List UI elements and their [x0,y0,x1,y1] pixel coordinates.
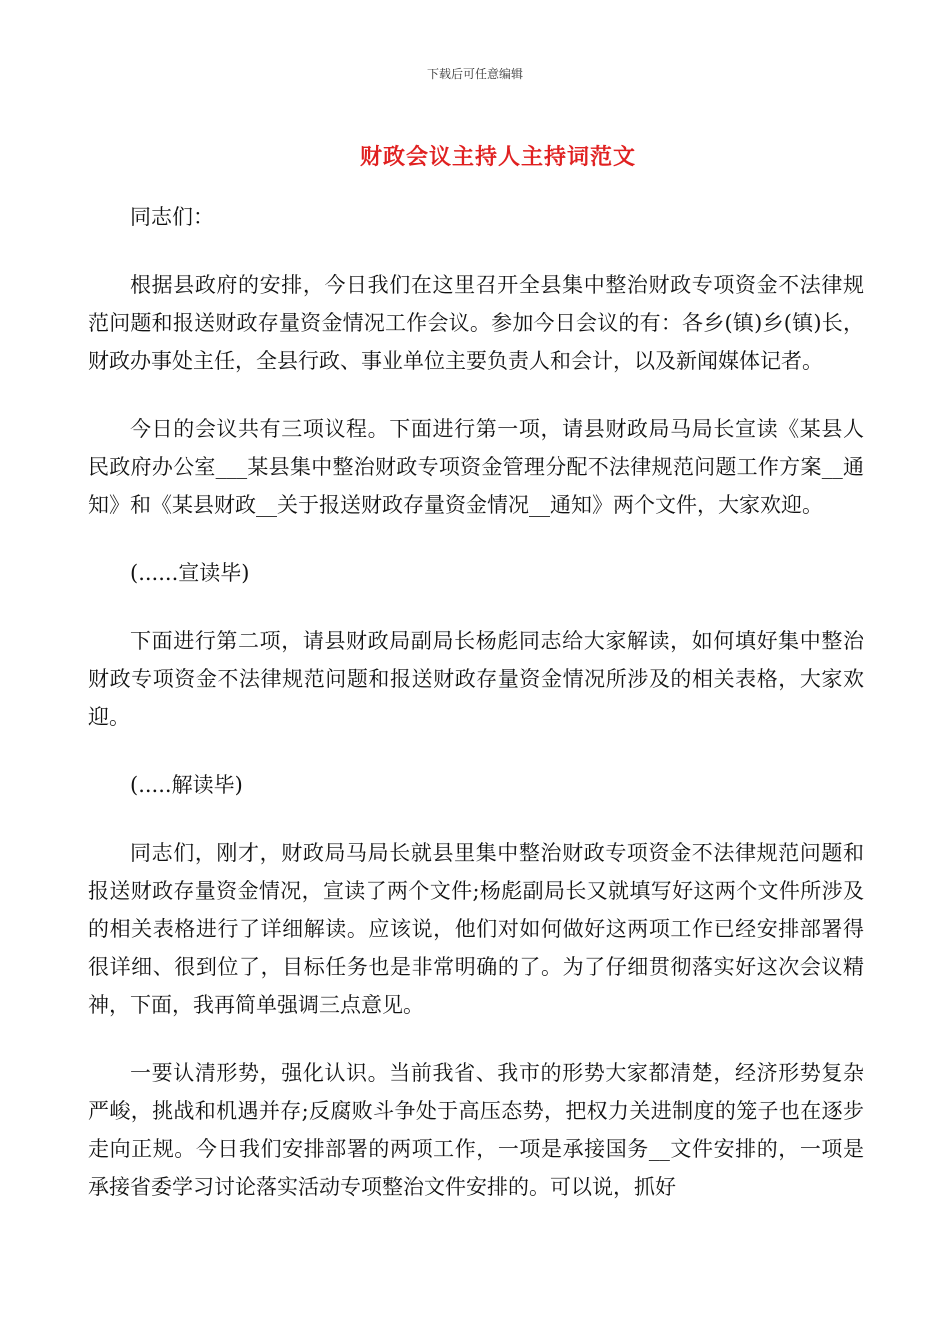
document-title: 财政会议主持人主持词范文 [359,144,636,170]
paragraph-agenda-item-one: 今日的会议共有三项议程。下面进行第一项，请县财政局马局长宣读《某县人民政府办公室___某县集中整治财政专项资金管理分配不法律规范问题工作方案__通知》和《某县财政__关于报送财政存量资金情况__通知》两个文件，大家欢迎。 [88,417,864,517]
paragraph-agenda-item-two: 下面进行第二项，请县财政局副局长杨彪同志给大家解读，如何填好集中整治财政专项资金不法律规范问题和报送财政存量资金情况所涉及的相关表格，大家欢迎。 [88,629,864,729]
paragraph-reading-done: (......宣读毕) [130,561,250,585]
paragraph-meeting-intro: 根据县政府的安排，今日我们在这里召开全县集中整治财政专项资金不法律规范问题和报送财政存量资金情况工作会议。参加今日会议的有：各乡(镇)乡(镇)长，财政办事处主任，全县行政、事业单位主要负责人和会计，以及新闻媒体记者。 [88,273,864,373]
paragraph-salutation: 同志们： [130,205,214,229]
paragraph-point-one: 一要认清形势，强化认识。当前我省、我市的形势大家都清楚，经济形势复杂严峻，挑战和机遇并存;反腐败斗争处于高压态势，把权力关进制度的笼子也在逐步走向正规。今日我们安排部署的两项工作，一项是承接国务__文件安排的，一项是承接省委学习讨论落实活动专项整治文件安排的。可以说，抓好 [88,1061,864,1199]
paragraph-interpretation-done: (.....解读毕) [130,773,243,797]
header-note: 下载后可任意编辑 [426,67,523,81]
document-body [88,198,864,1236]
paragraph-summary: 同志们，刚才，财政局马局长就县里集中整治财政专项资金不法律规范问题和报送财政存量资金情况，宣读了两个文件;杨彪副局长又就填写好这两个文件所涉及的相关表格进行了详细解读。应该说，他们对如何做好这两项工作已经安排部署得很详细、很到位了，目标任务也是非常明确的了。为了仔细贯彻落实好这次会议精神，下面，我再简单强调三点意见。 [88,841,864,1017]
